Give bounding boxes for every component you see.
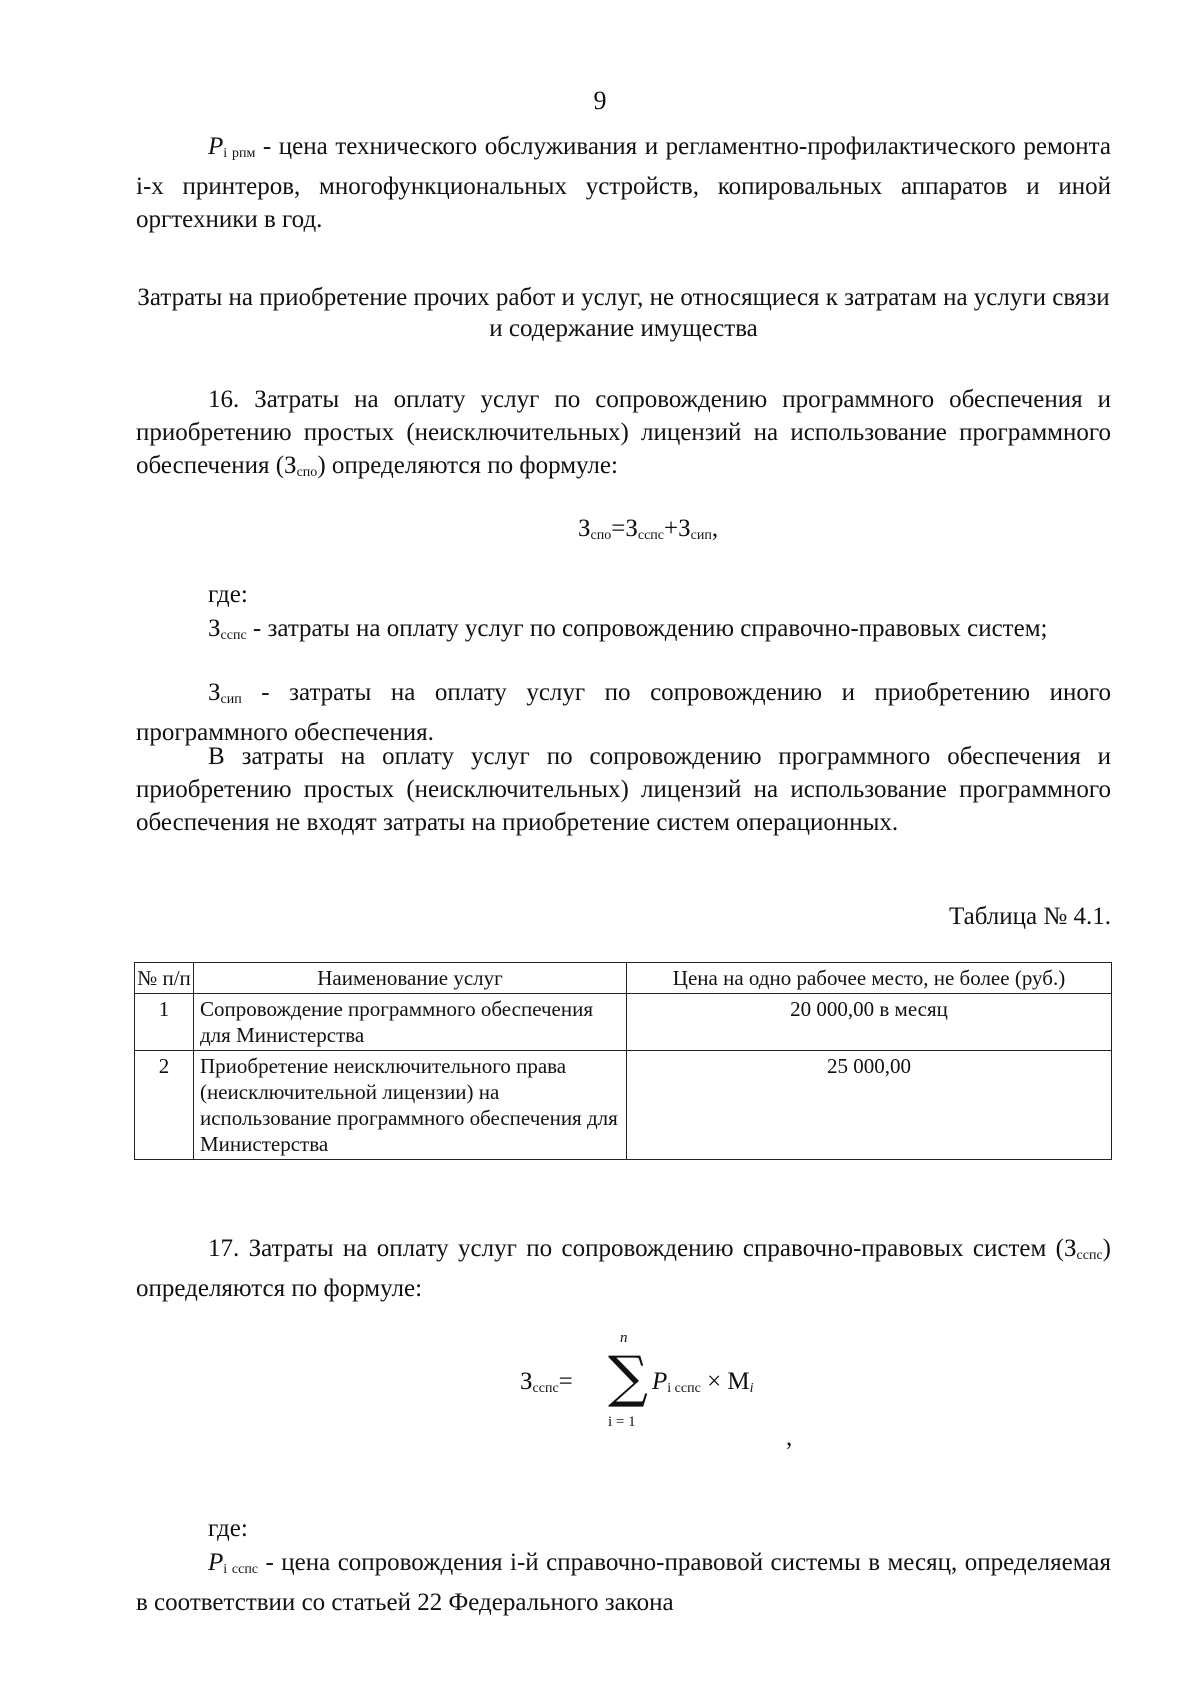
row-2-price: 25 000,00 xyxy=(627,1051,1112,1160)
def1-symbol: З xyxy=(208,615,221,642)
formula-16-tail: , xyxy=(711,515,719,542)
formula-17-times: × M xyxy=(700,1368,750,1395)
definition-price-sspc xyxy=(136,1546,1111,1619)
item-17-text: 17. Затраты на оплату услуг по сопровождению справочно-правовых систем (З xyxy=(208,1235,1077,1262)
def2-text: - затраты на оплату услуг по сопровождению и приобретению иного программного обеспечения. xyxy=(136,679,1111,746)
note-paragraph: В затраты на оплату услуг по сопровождению программного обеспечения и приобретению простых (неисключительных) лицензий на использование программного обеспечения не входят затраты на приобретение систем операционных. xyxy=(136,743,1111,836)
formula-17-lhs xyxy=(520,1368,573,1397)
table-header-row xyxy=(135,963,1112,994)
formula-16-eq: =З xyxy=(611,515,638,542)
formula-17-eq: = xyxy=(558,1368,573,1395)
sum-upper-limit: n xyxy=(620,1330,628,1346)
row-1-price: 20 000,00 в месяц xyxy=(627,994,1112,1051)
formula-16-t2-sub: сип xyxy=(690,528,712,543)
item-16-text-after: ) определяются по формуле: xyxy=(317,452,618,479)
item-17-paragraph xyxy=(136,1232,1111,1305)
formula-16-t1-sub: сспс xyxy=(637,528,665,543)
definition-sip xyxy=(136,676,1111,749)
formula-17-term-sym: P xyxy=(652,1368,668,1395)
where-label: где: xyxy=(208,581,248,608)
formula-16-plus: +З xyxy=(664,515,691,542)
item-16-sub: спо xyxy=(296,465,318,480)
where-label-2: где: xyxy=(208,1515,248,1542)
row-1-service: Сопровождение программного обеспечения для Министерства xyxy=(194,994,627,1051)
formula-17-lhs-sym: З xyxy=(520,1368,533,1395)
page-number: 9 xyxy=(593,86,607,115)
formula-17-lhs-sub: сспс xyxy=(532,1381,559,1396)
header-service-name: Наименование услуг xyxy=(194,963,627,994)
sum-lower-limit: i = 1 xyxy=(608,1414,636,1430)
intro-symbol: P xyxy=(208,133,224,160)
formula-16 xyxy=(578,514,718,551)
row-2-number: 2 xyxy=(135,1051,194,1160)
intro-definition xyxy=(136,130,1111,236)
table-caption: Таблица № 4.1. xyxy=(948,903,1111,930)
formula-17-m-sub: i xyxy=(749,1381,754,1396)
table-row xyxy=(135,994,1112,1051)
formula-17-rhs xyxy=(652,1368,754,1397)
item-17-text-after: ) определяются по формуле: xyxy=(136,1235,1111,1302)
item-16-text: 16. Затраты на оплату услуг по сопровождению программного обеспечения и приобретению простых (неисключительных) лицензий на использование программного обеспечения (З xyxy=(136,386,1111,479)
header-price: Цена на одно рабочее место, не более (руб.) xyxy=(627,963,1112,994)
services-table xyxy=(134,962,1112,1160)
item-17-sub: сспс xyxy=(1076,1248,1103,1263)
def3-sub: i сспс xyxy=(223,1562,259,1577)
def2-symbol: З xyxy=(208,679,221,706)
row-2-service: Приобретение неисключительного права (неисключительной лицензии) на использование программного обеспечения для Министерства xyxy=(194,1051,627,1160)
def3-symbol: P xyxy=(208,1549,224,1576)
item-16-paragraph xyxy=(136,383,1111,489)
formula-16-lhs-sub: спо xyxy=(590,528,612,543)
formula-17-comma: , xyxy=(786,1424,793,1451)
def2-sub: сип xyxy=(220,692,242,707)
formula-17 xyxy=(520,1330,820,1450)
header-number: № п/п xyxy=(135,963,194,994)
definition-sspс xyxy=(136,612,1111,652)
def3-text: - цена сопровождения i-й справочно-правовой системы в месяц, определяемая в соответствии со статьей 22 Федерального закона xyxy=(136,1549,1111,1616)
sigma-symbol: ∑ xyxy=(608,1345,648,1410)
intro-symbol-sub: i рпм xyxy=(223,146,256,161)
formula-16-lhs: З xyxy=(578,515,591,542)
row-1-number: 1 xyxy=(135,994,194,1051)
def1-sub: сспс xyxy=(220,628,247,643)
table-row xyxy=(135,1051,1112,1160)
def1-text: - затраты на оплату услуг по сопровождению справочно-правовых систем; xyxy=(246,615,1048,642)
intro-text: - цена технического обслуживания и регламентно-профилактического ремонта i-х принтеров, многофункциональных устройств, копировальных аппаратов и иной оргтехники в год. xyxy=(136,133,1111,233)
section-heading: Затраты на приобретение прочих работ и услуг, не относящиеся к затратам на услуги связи и содержание имущества xyxy=(137,284,1110,342)
formula-17-term-sub: i сспс xyxy=(667,1381,701,1396)
